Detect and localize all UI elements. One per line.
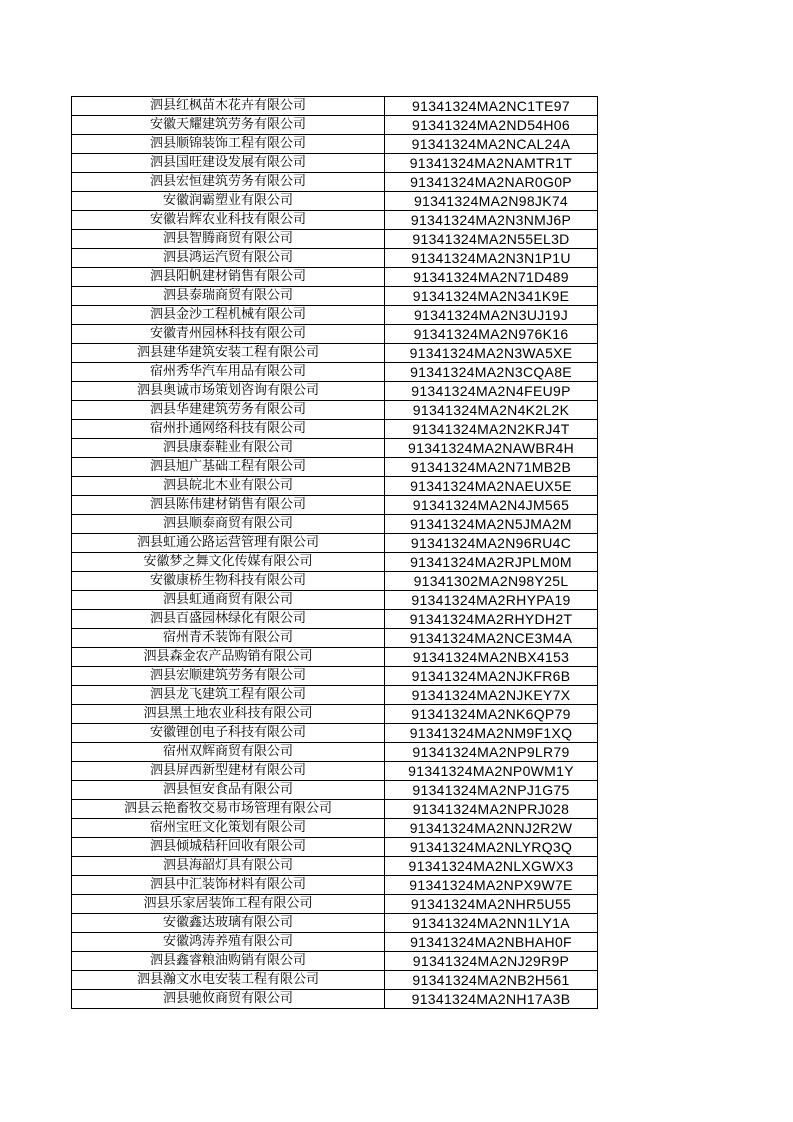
credit-code-cell: 91341324MA2N71D489 <box>385 268 598 287</box>
table-row <box>72 325 598 344</box>
table-row <box>72 724 598 743</box>
company-name-cell: 安徽鸿涛养殖有限公司 <box>72 933 385 952</box>
table-row <box>72 211 598 230</box>
company-name-cell: 宿州青禾装饰有限公司 <box>72 629 385 648</box>
credit-code-cell: 91341324MA2NAEUX5E <box>385 477 598 496</box>
company-name-cell: 泗县阳帆建材销售有限公司 <box>72 268 385 287</box>
company-name-cell: 泗县森金农产品购销有限公司 <box>72 648 385 667</box>
company-name-cell: 泗县陈伟建材销售有限公司 <box>72 496 385 515</box>
table-row <box>72 515 598 534</box>
table-row <box>72 743 598 762</box>
credit-code-cell: 91341324MA2N2KRJ4T <box>385 420 598 439</box>
company-name-cell: 泗县黑土地农业科技有限公司 <box>72 705 385 724</box>
table-row <box>72 952 598 971</box>
table-row <box>72 268 598 287</box>
table-row <box>72 249 598 268</box>
company-name-cell: 泗县鸿运汽贸有限公司 <box>72 249 385 268</box>
company-name-cell: 泗县宏恒建筑劳务有限公司 <box>72 173 385 192</box>
company-name-cell: 泗县奥诚市场策划咨询有限公司 <box>72 382 385 401</box>
company-name-cell: 宿州秀华汽车用品有限公司 <box>72 363 385 382</box>
credit-code-cell: 91341324MA2N3NMJ6P <box>385 211 598 230</box>
credit-code-cell: 91341324MA2NCAL24A <box>385 135 598 154</box>
table-row <box>72 667 598 686</box>
credit-code-cell: 91341324MA2NB2H561 <box>385 971 598 990</box>
table-row <box>72 553 598 572</box>
table-row <box>72 705 598 724</box>
credit-code-cell: 91341324MA2N3UJ19J <box>385 306 598 325</box>
company-name-cell: 安徽梦之舞文化传媒有限公司 <box>72 553 385 572</box>
credit-code-cell: 91341324MA2RHYDH2T <box>385 610 598 629</box>
table-row <box>72 876 598 895</box>
table-body <box>72 97 598 1009</box>
table-row <box>72 762 598 781</box>
credit-code-cell: 91341324MA2N71MB2B <box>385 458 598 477</box>
table-row <box>72 477 598 496</box>
company-name-cell: 泗县虹通公路运营管理有限公司 <box>72 534 385 553</box>
credit-code-cell: 91341324MA2N3N1P1U <box>385 249 598 268</box>
company-name-cell: 泗县国旺建设发展有限公司 <box>72 154 385 173</box>
credit-code-cell: 91341324MA2N98JK74 <box>385 192 598 211</box>
table-row <box>72 382 598 401</box>
credit-code-cell: 91341324MA2NAWBR4H <box>385 439 598 458</box>
table-row <box>72 838 598 857</box>
credit-code-cell: 91341324MA2NLXGWX3 <box>385 857 598 876</box>
table-row <box>72 857 598 876</box>
company-name-cell: 泗县旭广基础工程有限公司 <box>72 458 385 477</box>
table-row <box>72 287 598 306</box>
company-name-cell: 泗县顺锦装饰工程有限公司 <box>72 135 385 154</box>
table-row <box>72 572 598 591</box>
table-row <box>72 933 598 952</box>
credit-code-cell: 91341324MA2NH17A3B <box>385 990 598 1009</box>
table-row <box>72 534 598 553</box>
company-name-cell: 泗县建华建筑安装工程有限公司 <box>72 344 385 363</box>
credit-code-cell: 91341324MA2NBX4153 <box>385 648 598 667</box>
company-name-cell: 安徽锂创电子科技有限公司 <box>72 724 385 743</box>
table-row <box>72 97 598 116</box>
table-row <box>72 819 598 838</box>
credit-code-cell: 91341324MA2NAR0G0P <box>385 173 598 192</box>
credit-code-cell: 91341324MA2NP0WM1Y <box>385 762 598 781</box>
company-name-cell: 泗县金沙工程机械有限公司 <box>72 306 385 325</box>
credit-code-cell: 91341324MA2N4FEU9P <box>385 382 598 401</box>
credit-code-cell: 91341324MA2NC1TE97 <box>385 97 598 116</box>
credit-code-cell: 91341324MA2NNJ2R2W <box>385 819 598 838</box>
company-name-cell: 泗县中汇装饰材料有限公司 <box>72 876 385 895</box>
table-row <box>72 306 598 325</box>
credit-code-cell: 91341324MA2NPJ1G75 <box>385 781 598 800</box>
credit-code-cell: 91341324MA2N96RU4C <box>385 534 598 553</box>
company-name-cell: 泗县瀚文水电安装工程有限公司 <box>72 971 385 990</box>
company-name-cell: 泗县红枫苗木花卉有限公司 <box>72 97 385 116</box>
table-row <box>72 401 598 420</box>
table-row <box>72 420 598 439</box>
table-row <box>72 173 598 192</box>
company-name-cell: 泗县海韶灯具有限公司 <box>72 857 385 876</box>
table-row <box>72 914 598 933</box>
company-name-cell: 泗县百盛园林绿化有限公司 <box>72 610 385 629</box>
company-name-cell: 泗县虹通商贸有限公司 <box>72 591 385 610</box>
company-name-cell: 安徽润霸塑业有限公司 <box>72 192 385 211</box>
credit-code-cell: 91341324MA2NJKEY7X <box>385 686 598 705</box>
company-name-cell: 宿州双辉商贸有限公司 <box>72 743 385 762</box>
table-row <box>72 363 598 382</box>
company-name-cell: 泗县驰攸商贸有限公司 <box>72 990 385 1009</box>
table-row <box>72 591 598 610</box>
company-name-cell: 泗县宏顺建筑劳务有限公司 <box>72 667 385 686</box>
company-name-cell: 安徽青州园林科技有限公司 <box>72 325 385 344</box>
table-row <box>72 610 598 629</box>
company-name-cell: 泗县倾城秸秆回收有限公司 <box>72 838 385 857</box>
table-row <box>72 135 598 154</box>
table-row <box>72 895 598 914</box>
table-row <box>72 439 598 458</box>
credit-code-cell: 91341324MA2RJPLM0M <box>385 553 598 572</box>
company-name-cell: 安徽岩辉农业科技有限公司 <box>72 211 385 230</box>
company-name-cell: 泗县皖北木业有限公司 <box>72 477 385 496</box>
company-name-cell: 泗县云艳畜牧交易市场管理有限公司 <box>72 800 385 819</box>
credit-code-cell: 91341324MA2NPRJ028 <box>385 800 598 819</box>
company-name-cell: 泗县乐家居装饰工程有限公司 <box>72 895 385 914</box>
table-row <box>72 971 598 990</box>
company-name-cell: 宿州宝旺文化策划有限公司 <box>72 819 385 838</box>
company-name-cell: 宿州扑通网络科技有限公司 <box>72 420 385 439</box>
credit-code-cell: 91341324MA2N3CQA8E <box>385 363 598 382</box>
credit-code-cell: 91341324MA2NK6QP79 <box>385 705 598 724</box>
credit-code-cell: 91341302MA2N98Y25L <box>385 572 598 591</box>
credit-code-cell: 91341324MA2N341K9E <box>385 287 598 306</box>
credit-code-cell: 91341324MA2NHR5U55 <box>385 895 598 914</box>
credit-code-cell: 91341324MA2N4JM565 <box>385 496 598 515</box>
table-row <box>72 686 598 705</box>
credit-code-cell: 91341324MA2N55EL3D <box>385 230 598 249</box>
credit-code-cell: 91341324MA2NJKFR6B <box>385 667 598 686</box>
table-row <box>72 344 598 363</box>
company-registry-table <box>71 96 598 1009</box>
company-name-cell: 安徽天耀建筑劳务有限公司 <box>72 116 385 135</box>
table-row <box>72 154 598 173</box>
credit-code-cell: 91341324MA2ND54H06 <box>385 116 598 135</box>
credit-code-cell: 91341324MA2NLYRQ3Q <box>385 838 598 857</box>
company-name-cell: 泗县鑫睿粮油购销有限公司 <box>72 952 385 971</box>
table-row <box>72 230 598 249</box>
credit-code-cell: 91341324MA2N4K2L2K <box>385 401 598 420</box>
company-name-cell: 泗县泰瑞商贸有限公司 <box>72 287 385 306</box>
credit-code-cell: 91341324MA2NM9F1XQ <box>385 724 598 743</box>
company-name-cell: 泗县龙飞建筑工程有限公司 <box>72 686 385 705</box>
credit-code-cell: 91341324MA2NBHAH0F <box>385 933 598 952</box>
table-row <box>72 648 598 667</box>
company-name-cell: 泗县智腾商贸有限公司 <box>72 230 385 249</box>
credit-code-cell: 91341324MA2NJ29R9P <box>385 952 598 971</box>
company-name-cell: 安徽鑫达玻璃有限公司 <box>72 914 385 933</box>
company-name-cell: 安徽康桥生物科技有限公司 <box>72 572 385 591</box>
table-row <box>72 458 598 477</box>
table-row <box>72 629 598 648</box>
table-row <box>72 192 598 211</box>
table-row <box>72 990 598 1009</box>
credit-code-cell: 91341324MA2NCE3M4A <box>385 629 598 648</box>
table-row <box>72 116 598 135</box>
credit-code-cell: 91341324MA2N976K16 <box>385 325 598 344</box>
table-row <box>72 800 598 819</box>
company-name-cell: 泗县恒安食品有限公司 <box>72 781 385 800</box>
table-row <box>72 496 598 515</box>
credit-code-cell: 91341324MA2N3WA5XE <box>385 344 598 363</box>
credit-code-cell: 91341324MA2NN1LY1A <box>385 914 598 933</box>
company-name-cell: 泗县顺泰商贸有限公司 <box>72 515 385 534</box>
credit-code-cell: 91341324MA2NPX9W7E <box>385 876 598 895</box>
credit-code-cell: 91341324MA2RHYPA19 <box>385 591 598 610</box>
table-row <box>72 781 598 800</box>
company-name-cell: 泗县华建建筑劳务有限公司 <box>72 401 385 420</box>
company-name-cell: 泗县屏西新型建材有限公司 <box>72 762 385 781</box>
credit-code-cell: 91341324MA2N5JMA2M <box>385 515 598 534</box>
credit-code-cell: 91341324MA2NAMTR1T <box>385 154 598 173</box>
credit-code-cell: 91341324MA2NP9LR79 <box>385 743 598 762</box>
company-name-cell: 泗县康泰鞋业有限公司 <box>72 439 385 458</box>
